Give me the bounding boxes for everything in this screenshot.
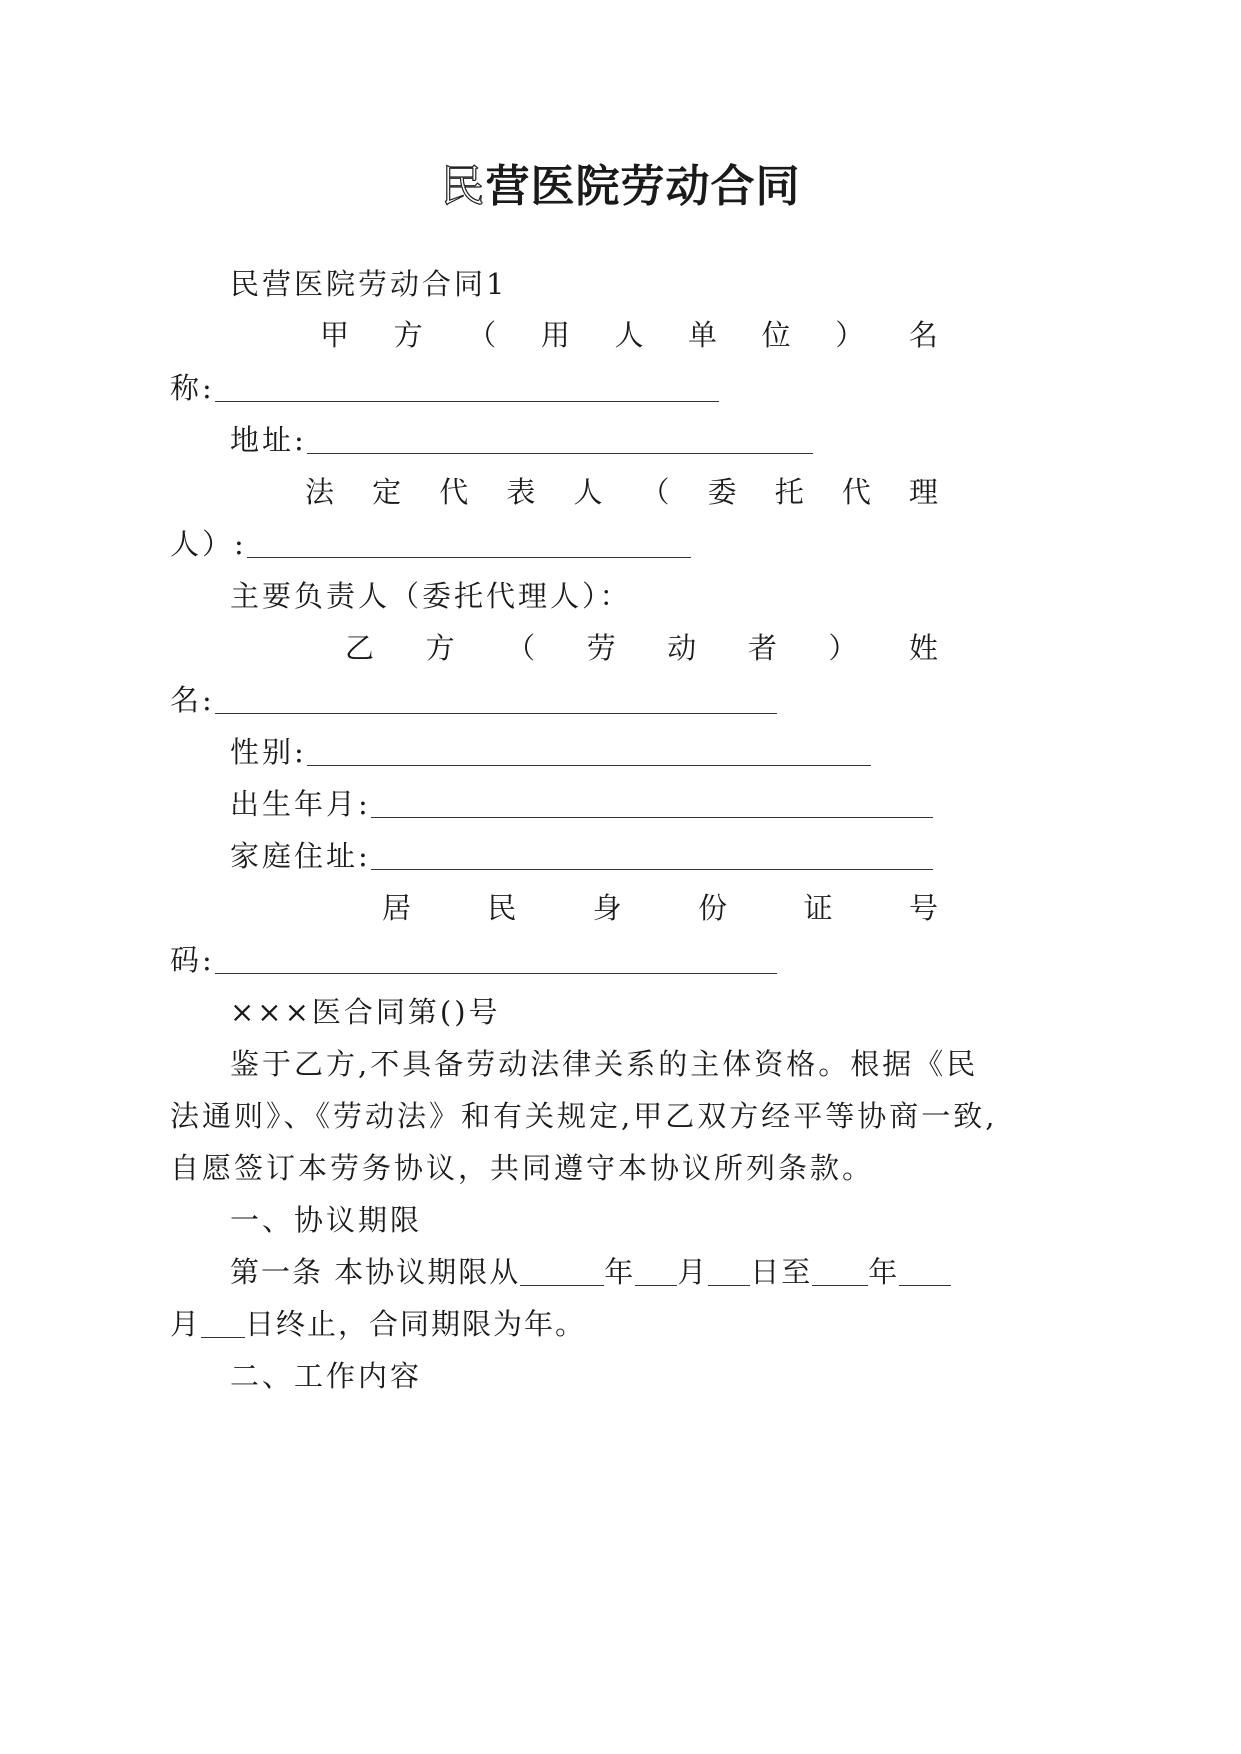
- party-a-header-char: 名: [908, 318, 938, 352]
- section-1-heading: 一、协议期限: [230, 1203, 423, 1237]
- start-day-field[interactable]: [708, 1255, 750, 1286]
- document-title: [0, 150, 1241, 214]
- start-year-label: 年: [604, 1255, 636, 1289]
- article-1-prefix: 第一条 本协议期限从: [230, 1255, 521, 1289]
- start-month-label: 月: [677, 1255, 709, 1289]
- gender-field[interactable]: [307, 735, 871, 766]
- preamble-line-1: 鉴于乙方,不具备劳动法律关系的主体资格。根据《民: [230, 1047, 979, 1081]
- party-a-header-char: 方: [393, 318, 423, 352]
- legal-rep-header: [305, 470, 938, 514]
- preamble-line-2: 法通则》、《劳动法》和有关规定,甲乙双方经平等协商一致,: [170, 1099, 998, 1133]
- title-rest: 营医院劳动合同: [485, 161, 801, 212]
- party-a-name-row: [170, 366, 719, 410]
- id-number-header-char: 证: [803, 891, 833, 925]
- legal-rep-header-char: 代: [439, 475, 469, 509]
- party-a-header-char: 单: [688, 318, 718, 352]
- contract-number: ×××医合同第()号: [230, 995, 501, 1029]
- party-a-header-char: 位: [761, 318, 791, 352]
- legal-rep-label: 人）:: [170, 527, 247, 561]
- gender-label: 性别:: [230, 735, 307, 769]
- legal-rep-header-char: 理: [908, 475, 938, 509]
- title-first-char: 民: [440, 161, 486, 212]
- id-number-header-char: 身: [592, 891, 622, 925]
- party-a-header-char: ）: [835, 318, 865, 352]
- party-b-header-char: ）: [828, 631, 858, 665]
- party-b-header-char: 者: [747, 631, 777, 665]
- preamble-line-3: 自愿签订本劳务协议，共同遵守本协议所列条款。: [170, 1151, 875, 1185]
- party-b-header-char: 劳: [586, 631, 616, 665]
- end-month-label: 月: [170, 1307, 202, 1341]
- id-number-field[interactable]: [215, 943, 777, 974]
- id-number-header-char: 号: [908, 891, 938, 925]
- party-a-header-char: 人: [614, 318, 644, 352]
- birth-field[interactable]: [371, 787, 933, 818]
- legal-rep-header-char: 表: [506, 475, 536, 509]
- legal-rep-field[interactable]: [247, 527, 691, 558]
- party-b-header-char: 乙: [345, 631, 375, 665]
- section-2-heading: 二、工作内容: [230, 1359, 423, 1393]
- party-b-header: [345, 626, 938, 670]
- id-number-row: [170, 938, 777, 982]
- legal-rep-header-char: 法: [305, 475, 335, 509]
- end-year-label: 年: [868, 1255, 900, 1289]
- party-a-header-char: （: [467, 318, 497, 352]
- end-month-field[interactable]: [899, 1255, 951, 1286]
- id-number-header-char: 居: [382, 891, 412, 925]
- party-a-header-char: 用: [540, 318, 570, 352]
- party-b-header-char: 动: [667, 631, 697, 665]
- party-b-name-row: [170, 678, 777, 722]
- start-day-to-label: 日至: [750, 1255, 813, 1289]
- party-a-address-row: [230, 418, 813, 462]
- legal-rep-header-char: 委: [707, 475, 737, 509]
- legal-rep-header-char: 人: [573, 475, 603, 509]
- home-address-field[interactable]: [371, 839, 933, 870]
- id-number-header: [382, 886, 938, 930]
- party-b-header-char: （: [506, 631, 536, 665]
- legal-rep-row: [170, 522, 691, 566]
- legal-rep-header-char: 定: [372, 475, 402, 509]
- gender-row: [230, 730, 871, 774]
- end-year-field[interactable]: [812, 1255, 868, 1286]
- party-a-header: [320, 313, 938, 357]
- end-day-field[interactable]: [201, 1307, 245, 1338]
- id-number-header-char: 份: [698, 891, 728, 925]
- party-b-header-char: 姓: [908, 631, 938, 665]
- party-a-address-label: 地址:: [230, 423, 307, 457]
- home-address-label: 家庭住址:: [230, 839, 371, 873]
- home-address-row: [230, 834, 933, 878]
- birth-row: [230, 782, 933, 826]
- party-b-name-label: 名:: [170, 683, 215, 717]
- start-year-field[interactable]: [520, 1255, 604, 1286]
- party-a-header-char: 甲: [320, 318, 350, 352]
- legal-rep-header-char: （: [640, 475, 670, 509]
- party-b-header-char: 方: [425, 631, 455, 665]
- article-1-line-2: [170, 1302, 586, 1346]
- party-a-name-field[interactable]: [215, 371, 719, 402]
- party-a-address-field[interactable]: [307, 423, 813, 454]
- legal-rep-header-char: 托: [774, 475, 804, 509]
- main-person-label: 主要负责人（委托代理人）：: [230, 579, 632, 613]
- id-number-header-char: 民: [487, 891, 517, 925]
- contract-heading: 民营医院劳动合同1: [230, 267, 508, 301]
- article-1-end-text: 日终止，合同期限为年。: [245, 1307, 587, 1341]
- party-a-name-label: 称:: [170, 371, 215, 405]
- birth-label: 出生年月:: [230, 787, 371, 821]
- article-1-line-1: [230, 1250, 951, 1294]
- start-month-field[interactable]: [635, 1255, 677, 1286]
- party-b-name-field[interactable]: [215, 683, 777, 714]
- legal-rep-header-char: 代: [841, 475, 871, 509]
- id-number-label: 码:: [170, 943, 215, 977]
